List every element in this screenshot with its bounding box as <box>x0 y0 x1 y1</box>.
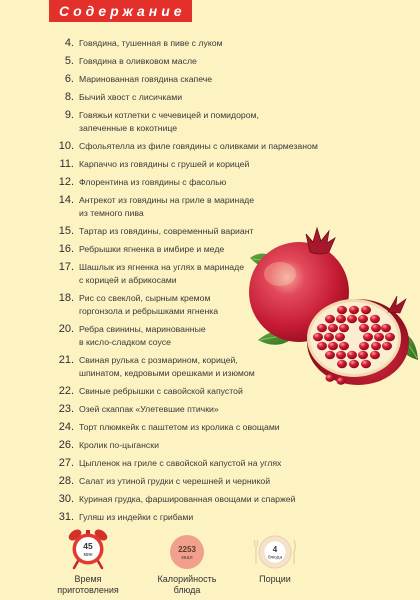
toc-entry-title-line: Шашлык из ягненка на углях в маринаде <box>79 262 245 272</box>
table-of-contents <box>48 37 408 529</box>
calories <box>147 528 227 596</box>
toc-entry-title <box>79 475 270 488</box>
toc-entry <box>48 493 408 506</box>
toc-entry-title-line: в кисло-сладком соусе <box>79 337 171 347</box>
toc-entry-title <box>79 225 254 238</box>
toc-entry-title-line: Куриная грудка, фаршированная овощами и спаржей <box>79 494 296 504</box>
toc-entry-title-line: Карпаччо из говядины с грушей и корицей <box>79 159 250 169</box>
toc-entry-title-line: Рис со свеклой, сырным кремом <box>79 293 211 303</box>
toc-entry-number: 27. <box>58 457 74 469</box>
toc-entry-number: 30. <box>58 493 74 505</box>
cooking-time-label <box>48 574 128 596</box>
toc-entry <box>48 37 408 50</box>
calories-value: 2253 <box>178 545 196 554</box>
toc-entry-title-line: Говядина в оливковом масле <box>79 56 197 66</box>
page-title: Содержание <box>59 3 186 19</box>
toc-entry-number: 23. <box>58 403 74 415</box>
toc-entry-title <box>79 511 193 524</box>
toc-entry <box>48 91 408 104</box>
toc-entry-title <box>79 421 280 434</box>
toc-entry <box>48 176 408 189</box>
alarm-clock-icon <box>66 528 110 574</box>
toc-entry <box>48 421 408 434</box>
cooking-time-value: 45 <box>83 541 93 551</box>
label-line: блюда <box>173 585 201 595</box>
toc-entry-title-line: Флорентина из говядины с фасолью <box>79 177 227 187</box>
toc-entry-title-line: Сфольятелла из филе говядины с оливками и пармезаном <box>79 141 318 151</box>
toc-entry-title <box>79 261 244 287</box>
toc-entry-number: 4. <box>64 37 74 49</box>
toc-entry-title <box>79 140 318 153</box>
toc-entry-title-line: Тартар из говядины, современный вариант <box>79 226 254 236</box>
toc-entry-title-line: горгонзола и ребрышками ягненка <box>79 306 219 316</box>
toc-entry-title <box>79 37 223 50</box>
calories-unit: ккал <box>181 555 193 561</box>
toc-entry <box>48 403 408 416</box>
toc-entry-title-line: Бычий хвост с лисичками <box>79 92 183 102</box>
toc-entry <box>48 457 408 470</box>
toc-entry-title-line: Говядина, тушенная в пиве с луком <box>79 38 223 48</box>
toc-entry-number: 16. <box>58 243 74 255</box>
toc-entry-title <box>79 194 254 220</box>
toc-entry-number: 22. <box>58 385 74 397</box>
plate-icon <box>253 528 297 574</box>
toc-entry-number: 11. <box>59 158 74 170</box>
toc-entry-number: 6. <box>64 73 74 85</box>
toc-entry <box>48 109 408 135</box>
toc-entry-number: 18. <box>58 292 74 304</box>
toc-entry-number: 26. <box>58 439 74 451</box>
toc-entry-title-line: Ребрышки ягненка в имбире и меде <box>79 244 225 254</box>
toc-entry <box>48 243 408 256</box>
toc-entry-number: 17. <box>58 261 74 273</box>
toc-entry-title <box>79 73 212 86</box>
toc-entry-number: 5. <box>64 55 74 67</box>
toc-entry <box>48 385 408 398</box>
toc-entry-number: 10. <box>58 140 74 152</box>
fork-icon <box>255 540 257 564</box>
toc-entry-title-line: запеченные в кокотнице <box>79 123 178 133</box>
cooking-time-unit: мин <box>83 552 93 558</box>
toc-entry-number: 28. <box>58 475 74 487</box>
toc-entry-title-line: Озей скаппак «Улетевшие птички» <box>79 404 219 414</box>
toc-entry-number: 31. <box>58 511 74 523</box>
toc-entry-title-line: Свиная рулька с розмарином, корицей, <box>79 355 238 365</box>
portions <box>235 528 315 585</box>
toc-entry-title <box>79 158 249 171</box>
toc-entry-title-line: Торт плюмкейк с паштетом из кролика с овощами <box>79 422 280 432</box>
label-line: Калорийность <box>157 574 217 584</box>
cooking-time <box>48 528 128 596</box>
contents-banner <box>49 0 192 22</box>
toc-entry-title <box>79 292 218 318</box>
toc-entry-title-line: Антрекот из говядины на гриле в маринаде <box>79 195 255 205</box>
toc-entry-title-line: из темного пива <box>79 208 144 218</box>
portions-unit: блюда <box>267 555 283 561</box>
toc-entry-title <box>79 493 295 506</box>
toc-entry-title <box>79 55 197 68</box>
toc-entry-number: 9. <box>64 109 74 121</box>
toc-entry-title-line: Ребра свинины, маринованные <box>79 324 206 334</box>
toc-entry <box>48 475 408 488</box>
toc-entry-number: 21. <box>58 354 74 366</box>
toc-entry <box>48 158 408 171</box>
toc-entry-title-line: Цыпленок на гриле с савойской капустой на углях <box>79 458 282 468</box>
toc-entry-title <box>79 243 224 256</box>
toc-entry-title <box>79 91 182 104</box>
toc-entry-title-line: Кролик по-цыгански <box>79 440 159 450</box>
toc-entry-title-line: шпинатом, кедровыми орешками и изюмом <box>79 368 255 378</box>
toc-entry-title <box>79 439 159 452</box>
toc-entry <box>48 140 408 153</box>
toc-entry-number: 24. <box>58 421 74 433</box>
toc-entry <box>48 354 408 380</box>
toc-entry-title <box>79 403 219 416</box>
toc-entry-number: 15. <box>58 225 74 237</box>
toc-entry-title <box>79 354 255 380</box>
toc-entry <box>48 292 408 318</box>
portions-label <box>235 574 315 585</box>
toc-entry <box>48 511 408 524</box>
label-line: Время <box>74 574 102 584</box>
toc-entry-title-line: Говяжьи котлетки с чечевицей и помидором, <box>79 110 259 120</box>
toc-entry-title-line: Свиные ребрышки с савойской капустой <box>79 386 243 396</box>
toc-entry <box>48 439 408 452</box>
label-line: Порции <box>259 574 291 584</box>
toc-entry-title <box>79 457 281 470</box>
toc-entry <box>48 194 408 220</box>
toc-entry <box>48 261 408 287</box>
toc-entry <box>48 73 408 86</box>
toc-entry-title-line: с корицей и абрикосами <box>79 275 177 285</box>
toc-entry <box>48 225 408 238</box>
toc-entry-number: 8. <box>64 91 74 103</box>
label-line: приготовления <box>57 585 119 595</box>
toc-entry-number: 20. <box>58 323 74 335</box>
toc-entry-title <box>79 109 259 135</box>
knife-icon <box>294 540 295 564</box>
portions-value: 4 <box>272 545 278 554</box>
toc-entry-title <box>79 385 243 398</box>
toc-entry-title-line: Маринованная говядина скапече <box>79 74 213 84</box>
calorie-circle-icon <box>165 528 209 574</box>
toc-entry-title-line: Гуляш из индейки с грибами <box>79 512 194 522</box>
toc-entry-number: 12. <box>58 176 74 188</box>
calories-label <box>147 574 227 596</box>
toc-entry-title <box>79 323 206 349</box>
toc-entry <box>48 323 408 349</box>
toc-entry-title <box>79 176 226 189</box>
toc-entry-number: 14. <box>58 194 74 206</box>
toc-entry-title-line: Салат из утиной грудки с черешней и черникой <box>79 476 271 486</box>
toc-entry <box>48 55 408 68</box>
